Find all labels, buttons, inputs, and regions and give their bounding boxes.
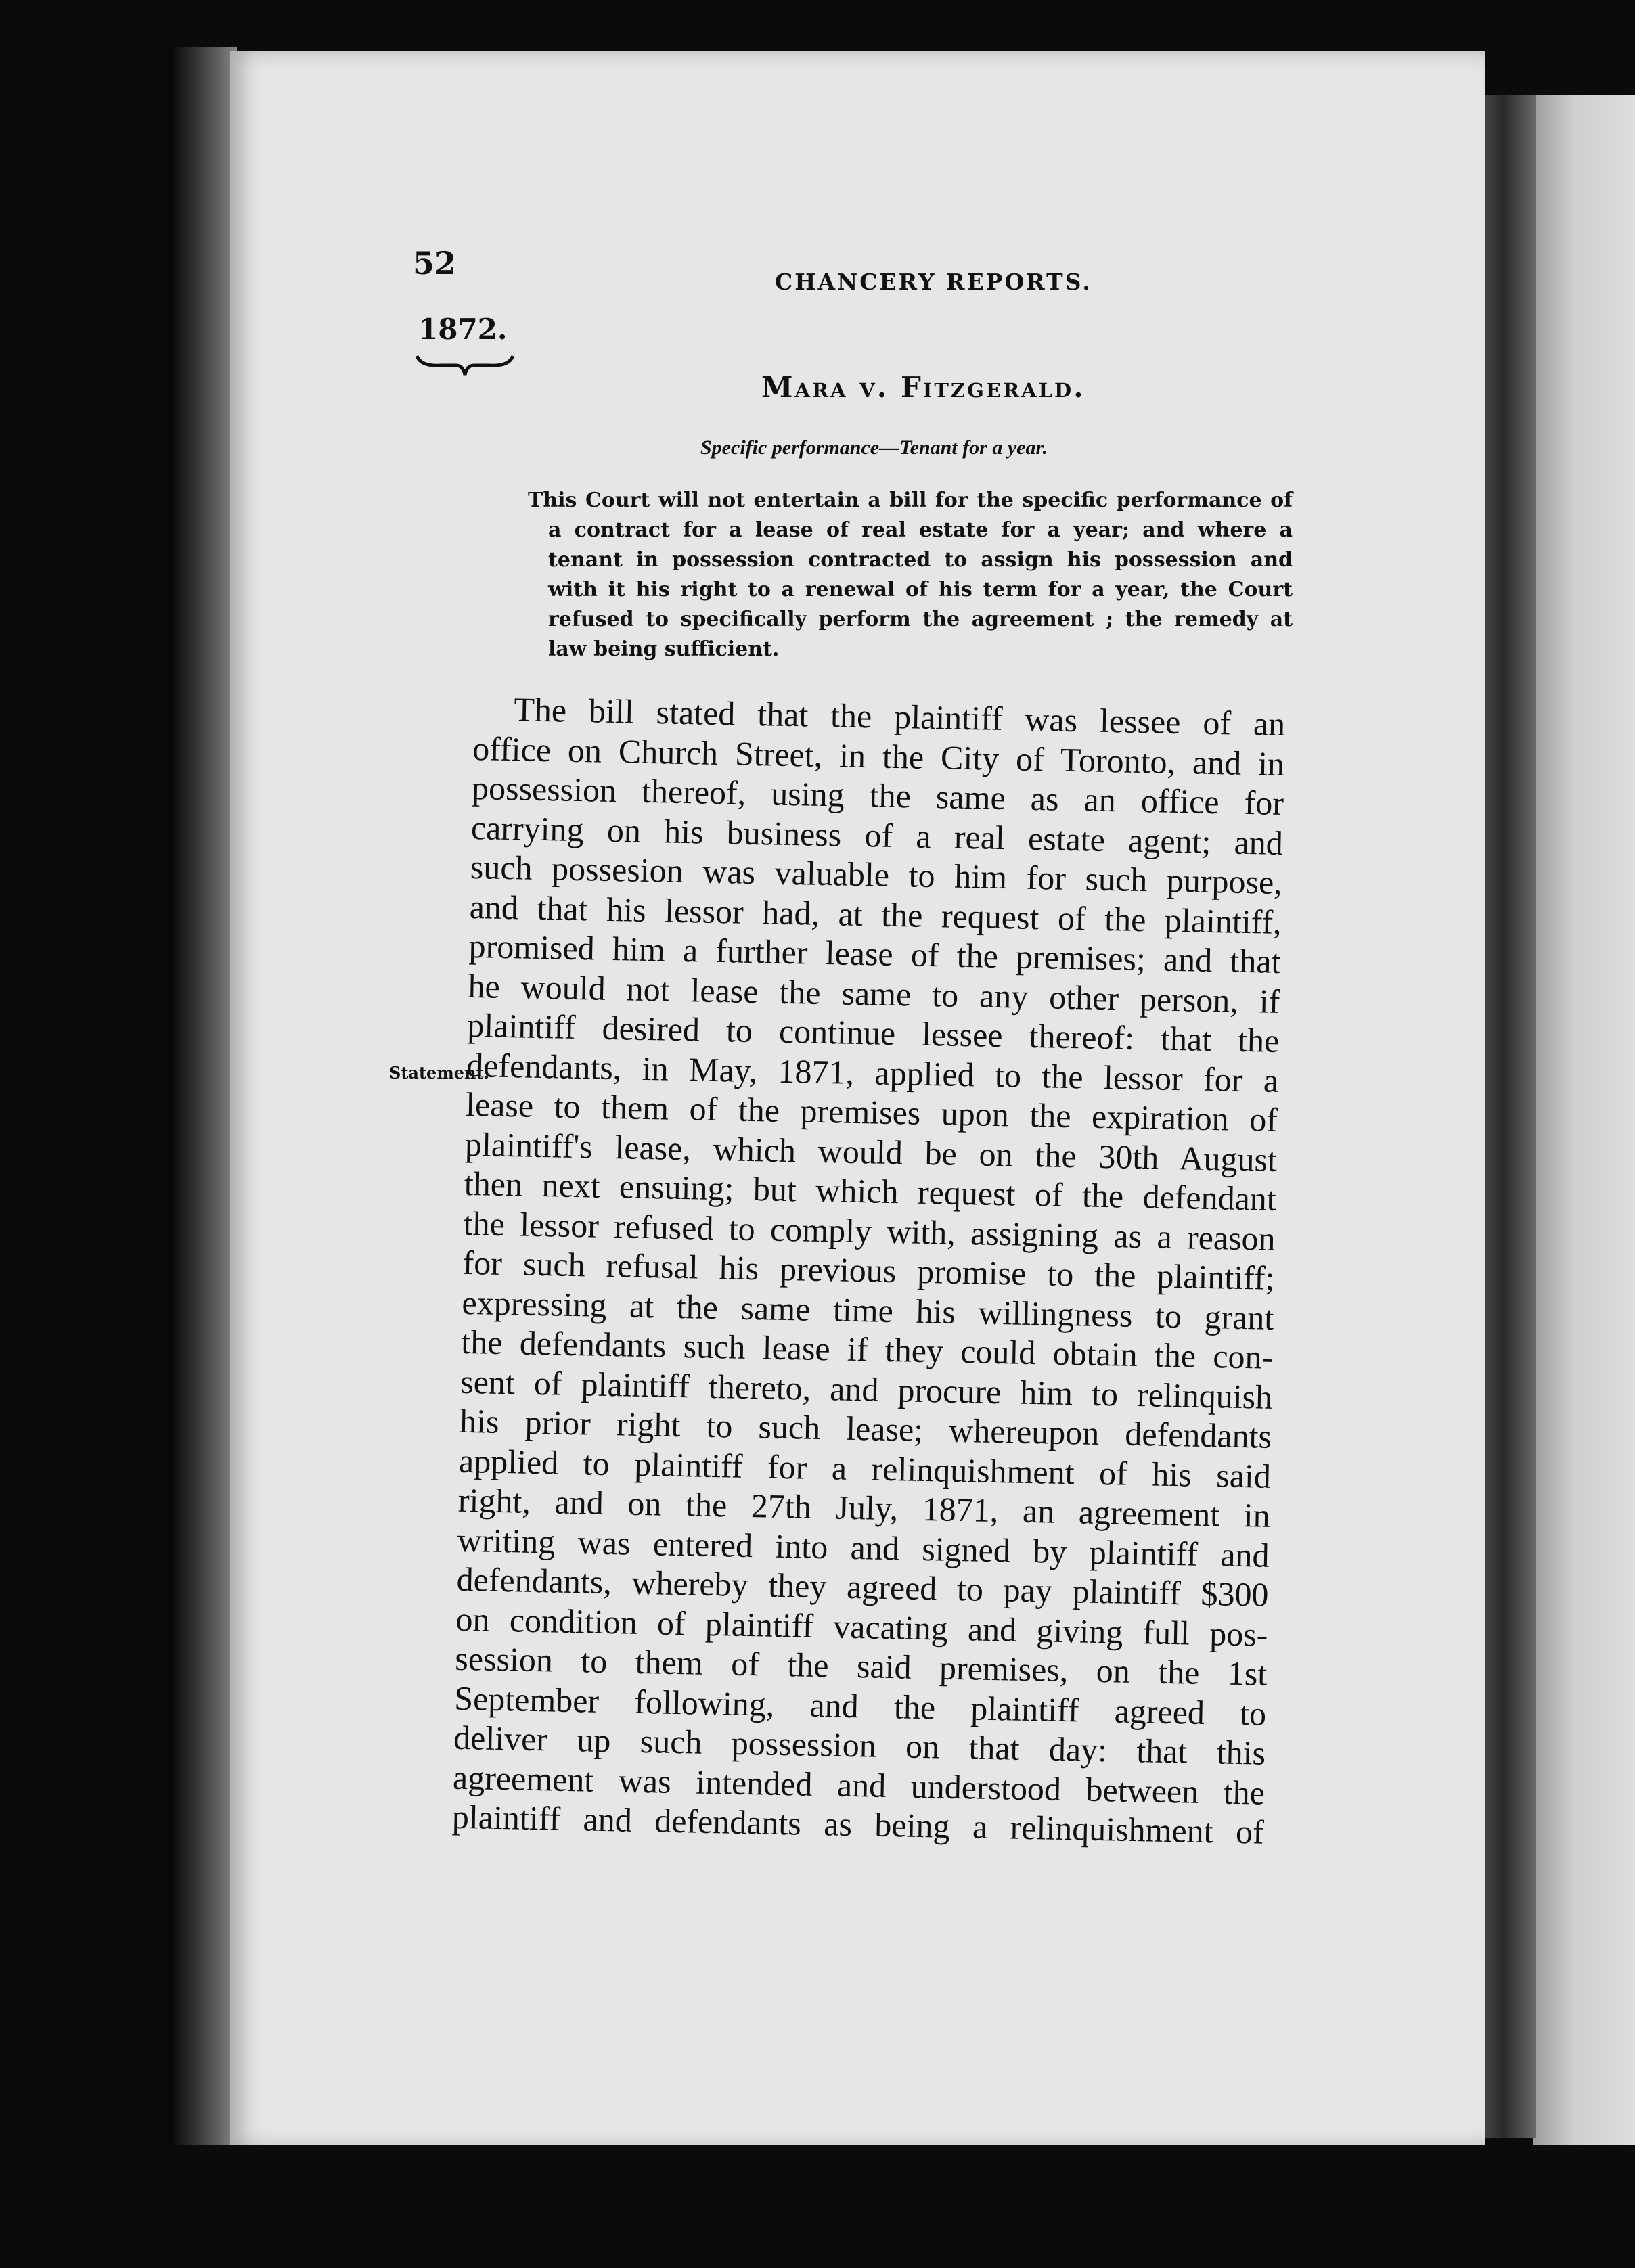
running-head: CHANCERY REPORTS. <box>775 269 1092 295</box>
margin-note: Statement. <box>389 1063 489 1083</box>
body-line: September following, and the plaintiff agreed to <box>453 1679 1267 1733</box>
case-subject: Specific performance—Tenant for a year. <box>700 436 1048 459</box>
book-left-edge <box>169 47 237 2158</box>
body-line: lease to them of the premises upon the expiration of <box>465 1085 1278 1139</box>
year-label: 1872. <box>418 313 508 346</box>
body-line: the defendants such lease if they could obtain the con- <box>460 1322 1274 1376</box>
body-line: on condition of plaintiff vacating and giving full pos- <box>455 1600 1268 1654</box>
body-line: The bill stated that the plaintiff was lessee of an <box>513 690 1286 744</box>
body-line: applied to plaintiff for a relinquishment of his said <box>458 1441 1272 1495</box>
body-line: plaintiff's lease, which would be on the 30th August <box>464 1125 1278 1179</box>
body-line: expressing at the same time his willingness to grant <box>462 1283 1274 1337</box>
body-line: possession thereof, using the same as an office for <box>471 768 1284 823</box>
body-line: deliver up such possession on that day: that this <box>453 1718 1266 1772</box>
body-line: agreement was intended and understood between the <box>452 1758 1266 1812</box>
body-line: sent of plaintiff thereto, and procure him to relinquish <box>460 1362 1273 1416</box>
body-line: office on Church Street, in the City of Toronto, and in <box>472 729 1285 783</box>
body-line: defendants, whereby they agreed to pay plaintiff $300 <box>456 1560 1270 1614</box>
headnote-text: This Court will not entertain a bill for the specific performance of a contract for a lease of real estate for a year; and where a tenant in possession contracted to assign his possession and with it his right to a renewal of his term for a year, the Court refused to specifically perform the agreement ; the remedy at law being sufficient. <box>528 489 1293 661</box>
body-line: then next ensuing; but which request of the defendant <box>464 1164 1277 1218</box>
facing-page-edge <box>1533 95 1635 2145</box>
body-line: his prior right to such lease; whereupon defendants <box>459 1401 1272 1455</box>
body-text <box>451 689 1285 1852</box>
body-line: right, and on the 27th July, 1871, an agreement in <box>457 1480 1271 1535</box>
page-number: 52 <box>413 245 457 281</box>
body-line: plaintiff desired to continue lessee thereof: that the <box>466 1005 1280 1060</box>
scan-bottom-border <box>0 2145 1635 2268</box>
body-line: plaintiff and defendants as being a relinquishment of <box>451 1797 1265 1851</box>
headnote <box>528 486 1293 664</box>
case-title <box>761 371 1085 404</box>
body-line: promised him a further lease of the premises; and that <box>468 926 1282 980</box>
brace-icon <box>414 352 516 379</box>
body-line: the lessor refused to comply with, assigning as a reason <box>463 1204 1276 1258</box>
case-title-text: Mara v. Fitzgerald. <box>761 371 1085 404</box>
body-line: writing was entered into and signed by plaintiff and <box>457 1520 1270 1574</box>
body-line: such possesion was valuable to him for such purpose, <box>470 847 1283 901</box>
body-line: session to them of the said premises, on the 1st <box>454 1639 1268 1693</box>
body-line: for such refusal his previous promise to the plaintiff; <box>462 1243 1276 1297</box>
body-line: and that his lessor had, at the request of the plaintiff, <box>469 887 1282 941</box>
body-line: carrying on his business of a real estate agent; and <box>470 808 1284 862</box>
body-line: he would not lease the same to any other person, if <box>468 966 1280 1020</box>
body-line: defendants, in May, 1871, applied to the lessor for a <box>466 1045 1279 1099</box>
